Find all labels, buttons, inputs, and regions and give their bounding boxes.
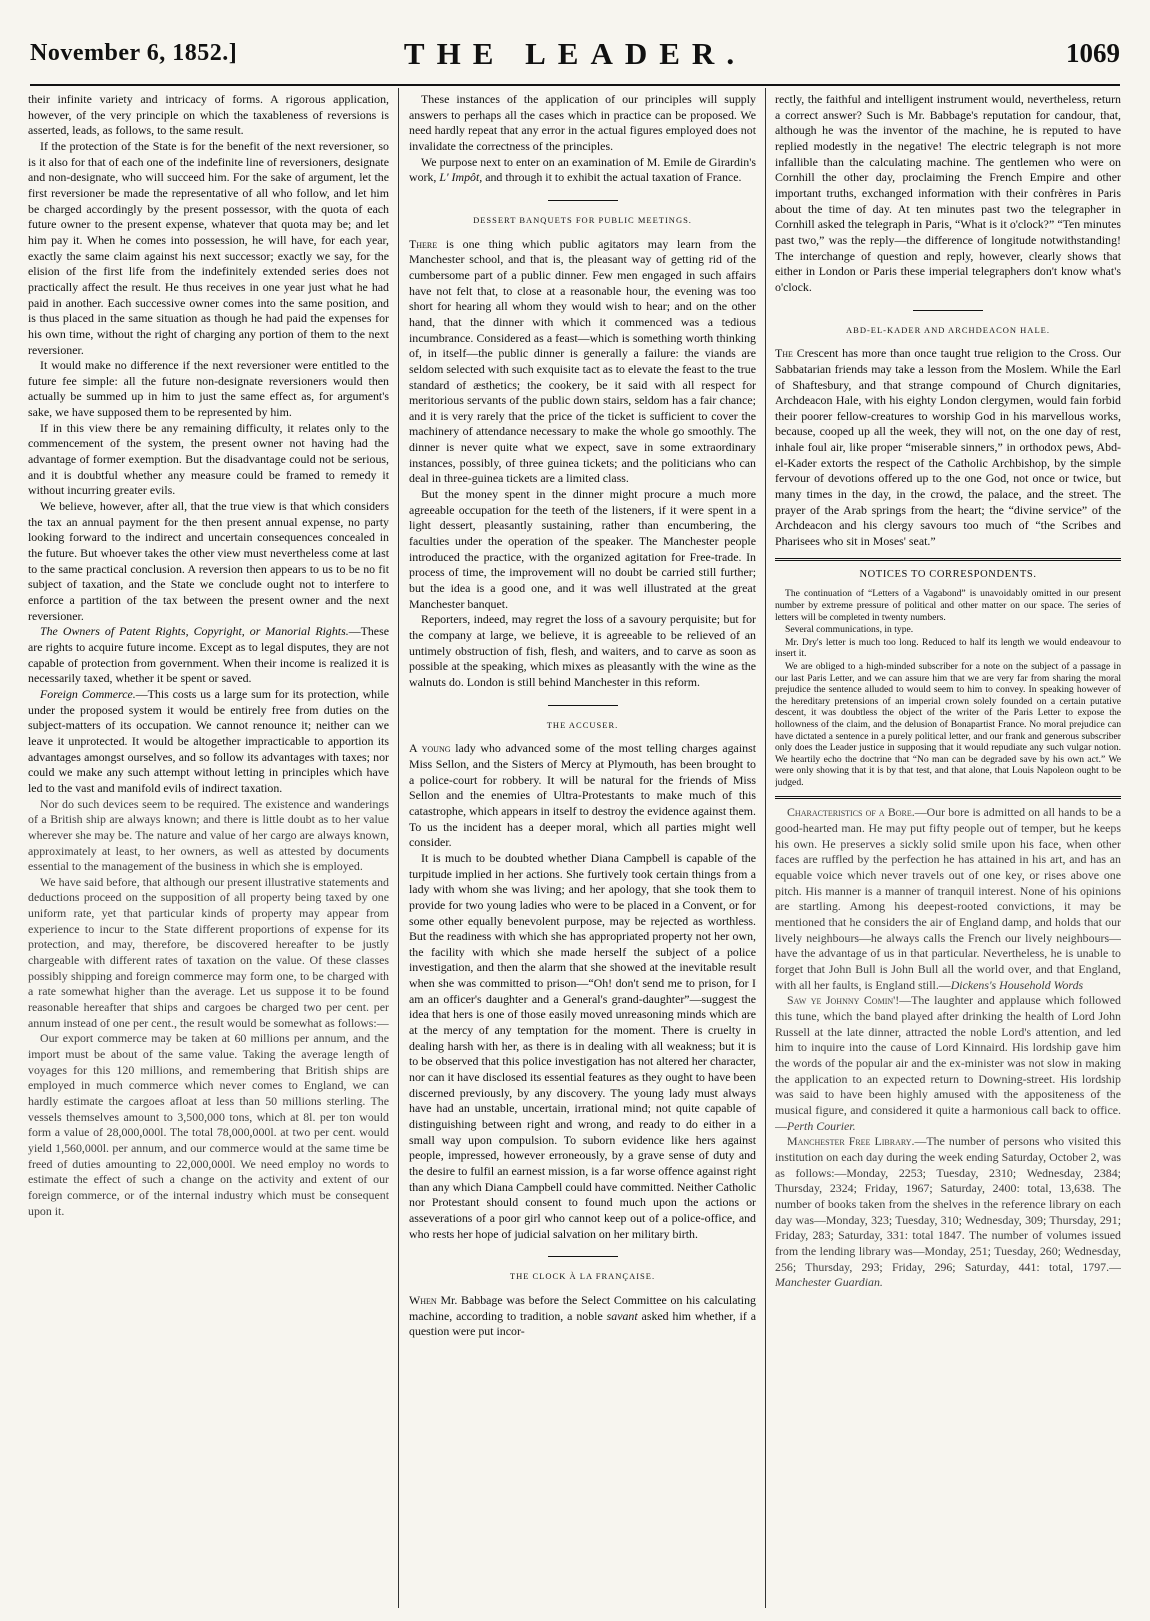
run-in-heading: Characteristics of a Bore.: [787, 805, 915, 820]
lead-word: When: [409, 1292, 437, 1307]
paragraph-text: —Our bore is admitted on all hands to be a good-hearted man. He may put fifty people out of temper, but he keeps his own. He preserves a sickly solid smile upon his face, when other faces are ruffled by the perfection he has attained in his art, and has an equable voice which never travels out of one key, or rises above one pitch. His manner is a manner of tranquil interest. None of his opinions are startling. Among his deepest-rooted convictions, it may be mentioned that he considers the air of England damp, and holds that our lively neighbours—he always calls the French our lively neighbours—have the advantage of us in that particular. Nevertheless, he is unable to forget that John Bull is John Bull all the world over, and that England, with all her faults, is England still.—: [775, 805, 1121, 992]
article-heading: THE ACCUSER.: [546, 719, 619, 730]
source-citation: Dickens's Household Words: [950, 977, 1084, 992]
paragraph: [409, 741, 756, 851]
book-title: L' Impôt,: [439, 170, 483, 185]
paragraph: Our export commerce may be taken at 60 millions per annum, and the import must be about of the same value. Taking the average length of voyages for this 120 millions, and remembering that British ships are employed in much commerce which never comes to England, we can hardly estimate the cargoes afloat at less than 50 millions sterling. The vessels themselves amount to 3,500,000 tons, which at 8l. per ton would form a value of 28,000,000l. The total 78,000,000l. at two per cent. would yield 1,560,000l. per annum, and our commerce would at the same time be freed of duties amounting to 22,000,000l. We need employ no words to estimate the effect of such a change on the activity and extent of our foreign commerce, or of the internal industry which must be consequent upon it.: [28, 1031, 389, 1218]
paragraph: their infinite variety and intricacy of forms. A rigorous application, however, of the very principle on which the taxableness of reversions is asserted, leads, as follows, to the same result.: [28, 92, 389, 138]
column-divider-right: [765, 88, 766, 1608]
paragraph-text: Crescent has more than once taught true religion to the Cross. Our Sabbatarian friends may take a lesson from the Moslem. While the Earl of Shaftesbury, and that strange compound of Church dignitaries, Archdeacon Hale, with his eighty London clergymen, would fain forbid their poorer fellow-creatures to worship God in his marvellous works, because, cooped up all the week, they will not, on the one day of rest, inhale foul air, like proper “miserable sinners,” in orthodox pews, Abd-el-Kader extorts the respect of the Catholic Archbishop, by the simple fervour of devotions offered up to the one God, not once or twice, but many times in the day, in the crowd, the palace, and the street. The prayer of the Arab springs from the heart; the “divine service” of the Archdeacon and his clergy savours too much of “the Scribes and Pharisees who sit in Moses' seat.”: [775, 346, 1121, 549]
notice-item: The continuation of “Letters of a Vagabond” is unavoidably omitted in our present number by extreme pressure of political and other matter on our space. The series of letters will be completed in twenty numbers.: [775, 588, 1121, 623]
paragraph-girardin: [409, 155, 756, 186]
italic-word: savant: [606, 1308, 638, 1323]
paragraph: These instances of the application of our principles will supply answers to perhaps all the cases which in practice can be proposed. We need hardly repeat that any error in the actual figures employed does not invalidate the correctness of the principles.: [409, 92, 756, 153]
page-number: 1069: [1066, 38, 1120, 68]
masthead-rule: [30, 84, 1120, 86]
section-separator: [548, 200, 618, 201]
paragraph: [409, 237, 756, 488]
article-heading: DESSERT BANQUETS FOR PUBLIC MEETINGS.: [473, 214, 692, 225]
issue-date: November 6, 1852.]: [30, 40, 238, 66]
source-citation: Perth Courier.: [786, 1118, 856, 1133]
lead-word: The: [775, 346, 793, 361]
notice-item: Mr. Dry's letter is much too long. Reduced to half its length we would endeavour to insert it.: [775, 636, 1121, 660]
paragraph-text: is one thing which public agitators may learn from the Manchester school, and that is, the pleasant way of getting rid of the cumbersome part of a public dinner. Few men engaged in such affairs have not felt that, to close at a reasonable hour, the evening was too short for hearing all whom they would wish to hear; and on the other hand, that the dinner with which it commenced was a tedious incumbrance. Considered as a feast—which is something worth thinking of, in itself—the public dinner is generally a failure: the viands are seldom selected with such exquisite tact as to elevate the feast to the true standard of æsthetics; the cookery, be it said with all respect for meritorious servants of the public down stairs, seldom has a fair chance; and it is very rarely that the price of the ticket is sufficient to cover the machinery of attendance necessary to make the whole go smoothly. The dinner is never quite what we expect, save in some extraordinary instances, possibly, of three guinea tickets; and the politicians who can deal in three-guinea tickets are a limited class.: [409, 236, 756, 486]
column-middle: [409, 92, 756, 1612]
paragraph-text: We purpose next to enter on an examination of M. Emile de Girardin's work,: [409, 154, 756, 185]
paragraph-patent-rights: [28, 624, 389, 687]
section-rule: [775, 558, 1121, 561]
section-separator: [913, 310, 983, 311]
lead-word: A young: [409, 741, 451, 756]
notice-item: Several communications, in type.: [785, 624, 914, 636]
run-in-heading: The Owners of Patent Rights, Copyright, or Manorial Rights.: [40, 624, 349, 639]
paragraph-text: —These are rights to acquire future income. Except as to legal disputes, they are not capable of protection from government. When their income is realized it is necessarily taxed, whether it be spent or saved.: [28, 624, 389, 686]
paragraph: But the money spent in the dinner might procure a much more agreeable occupation for the teeth of the listeners, if it were spent in a light dessert, pleasantly sustaining, rather than encumbering, the faculties under the operation of the speaker. The Manchester people introduced the practice, with the organized agitation for Free-trade. In process of time, the improvement will no doubt be carried still further; but the idea is a good one, and it was well illustrated at the great Manchester banquet.: [409, 487, 756, 611]
notices-heading: NOTICES TO CORRESPONDENTS.: [859, 568, 1037, 580]
section-rule: [775, 796, 1121, 799]
paragraph: rectly, the faithful and intelligent instrument would, nevertheless, return a correct answer? Such is Mr. Babbage's reputation for candour, that, although he was the inventor of the machine, he is reputed to have replied modestly in the negative! The electric telegraph is not more infallible than the calculating machine. The gentlemen who were on Cornhill the other day, proclaiming the French Empire and other important truths, exchanged information with their confrères in Paris about the time of day. At ten minutes past two the telegrapher in Cornhill asked the telegraph in Paris, “What is it o'clock?” “Ten minutes past two,” was the reply—the difference of longitude notwithstanding! The interchange of question and reply, however, clearly shows that either in London or Paris these imperial telegraphers don't know what's o'clock.: [775, 92, 1121, 294]
masthead: [30, 32, 1120, 82]
paragraph-library: [775, 1134, 1121, 1291]
article-heading: THE CLOCK À LA FRANÇAISE.: [509, 1271, 656, 1282]
lead-word: There: [409, 236, 438, 251]
run-in-heading: Foreign Commerce.: [40, 686, 136, 701]
section-separator: [548, 705, 618, 706]
column-left: [28, 92, 389, 1612]
paragraph: Reporters, indeed, may regret the loss of a savoury perquisite; but for the company at large, we believe, it is agreeable to be relieved of an untimely obstruction of fish, flesh, and waiters, and to carve as soon as possible at the speaking, which mixes as pleasantly with the wine as the walnuts do. London is still behind Manchester in this reform.: [409, 612, 756, 689]
paragraph-text: —The number of persons who visited this institution on each day during the week ending Saturday, October 2, was as follows:—Monday, 2253; Tuesday, 2310; Wednesday, 2384; Thursday, 2324; Friday, 1967; Saturday, 2400: total, 13,638. The number of books taken from the shelves in the reference library on each day was—Monday, 323; Tuesday, 310; Wednesday, 309; Thursday, 291; Friday, 283; Saturday, 331: total 1847. The number of volumes issued from the lending library was—Monday, 251; Tuesday, 260; Wednesday, 256; Thursday, 293; Friday, 296; Saturday, 441: total, 1797.—: [775, 1134, 1121, 1274]
run-in-heading: Saw ye Johnny Comin'!: [787, 993, 900, 1008]
notices-to-correspondents: [775, 588, 1121, 788]
paragraph-text: asked him whether, if a question were put incor-: [409, 1308, 756, 1339]
paragraph: [409, 1293, 756, 1340]
column-right: [775, 92, 1121, 1612]
paragraph: We have said before, that although our present illustrative statements and deductions proceed on the supposition of all property being taxed by one uniform rate, yet that particular kinds of property may appear from experience to incur to the State different proportions of expense for its protection, and may, therefore, be discovered hereafter to be justly chargeable with different rates of taxation on the value. Of these classes possibly shipping and foreign commerce may form one, to be charged with a rate somewhat higher than the average. Let us suppose it to be found reasonable hereafter that ships and cargoes be charged two per cent. per annum instead of one per cent., the result would be somewhat as follows:—: [28, 874, 389, 1030]
paragraph-text: lady who advanced some of the most telling charges against Miss Sellon, and the Sisters of Mercy at Plymouth, has been brought to a police-court for robbery. It will be natural for the friends of Miss Sellon and the enemies of Ultra-Protestants to make much of this catastrophe, which appears in itself to destroy the evidence against them. To us the incident has a deeper moral, which all parties might well consider.: [409, 741, 756, 850]
paragraph: It would make no difference if the next reversioner were entitled to the future fee simple: all the future non-designate reversioners would then actually be summed up in him to just the same effect as, for argument's sake, we have supposed them to be represented by him.: [28, 358, 389, 420]
paragraph-text: and through it to exhibit the actual taxation of France.: [482, 170, 742, 185]
notice-item: We are obliged to a high-minded subscriber for a note on the subject of a passage in our last Paris Letter, and we can assure him that we are very far from sharing the moral prejudice the sentence alluded to would seem to him to convey. In speaking however of the hereditary pretensions of an imperial crown solely founded on a certain putative descent, it was doubtless the object of the writer of the Paris Letter to expose the hollowness of the claim, and the delusion of Bonapartist France. No moral prejudice can have dictated a sentence in a purely political letter, and our frank and generous subscriber only does the Leader justice in supposing that it would repudiate any such vulgar notion. We heartily echo the doctrine that “No man can be degraded save by his own act.” We were only showing that it is by that test, and that alone, that Louis Napoleon ought to be judged.: [775, 660, 1121, 788]
source-citation: Manchester Guardian.: [775, 1275, 883, 1290]
paragraph: If in this view there be any remaining difficulty, it relates only to the commencement of the system, the present owner not having had the advantage of former exemption. But the disadvantage could not be serious, and it is doubtful whether any measure could be framed to remedy it without incurring greater evils.: [28, 420, 389, 498]
paragraph-foreign-commerce: [28, 687, 389, 797]
paragraph: It is much to be doubted whether Diana Campbell is capable of the turpitude implied in her actions. She furtively took certain things from a lady with whom she was living; and her apology, that she took them to provide for two young ladies who were to be placed in a Convent, or for some other equally benevolent purpose, may be rejected as worthless. But the readiness with which she has appropriated property not her own, the facility with which she made herself the subject of a police investigation, and then the alarm that she showed at the inevitable result when she was committed to prison—“Oh! don't send me to prison, for I am an officer's daughter and a General's grand-daughter”—suggest the idea that hers is one of those easily moved unreasoning minds which are at the mercy of any temptation for the moment. There is cruelty in dealing harsh with her, as there is in dealing with all weakness; but it is to be observed that this police investigation has not altered her character, nor can it have disclosed its essential features as they ought to have been discerned previously, by any discovery. The young lady must always have had an unstable, uncertain, irrational mind; not quite capable of distinguishing between right and wrong, and ready to do either in a small way upon compulsion. To suborn evidence like hers against people, impressed, however erroneously, by a grave sense of duty and the desire to fulfil an earnest mission, is a far worse offence against right than any which Diana Campbell could have committed. Neither Catholic nor Protestant should consent to found much upon the actions or asseverations of a poor girl who cannot keep out of a police-office, and who rests her hope of judicial salvation on her military birth.: [409, 850, 756, 1241]
paragraph: We believe, however, after all, that the true view is that which considers the tax an annual payment for the then present annual expense, no party looking forward to the indirect and uncertain consequences concealed in the future. But whoever takes the other view must nevertheless come at last to the same practical conclusion. A reversion then appears to us to be no fit subject of taxation, and the State we conclude ought not to interfere to enforce a partition of the tax between the present owner and the next reversioner.: [28, 499, 389, 623]
paragraph-bore: [775, 805, 1121, 993]
paragraph-text: Mr. Babbage was before the Select Committee on his calculating machine, according to tradition, a noble: [409, 1292, 756, 1323]
run-in-heading: Manchester Free Library.: [787, 1134, 915, 1149]
paragraph-text: —This costs us a large sum for its protection, while under the proposed system it would be entirely free from duties on the subject-matters of its occupation. We cannot renounce it; neither can we leave it unprotected. It would be altogether impracticable to apportion its advantages amongst ourselves, and so follow its advantages with taxes; nor could we make any such attempt without letting in principles which have led to the vast and manifold evils of indirect taxation.: [28, 686, 389, 795]
column-divider-left: [398, 88, 399, 1608]
newspaper-title: THE LEADER.: [403, 36, 747, 71]
paragraph-text: —The laughter and applause which followed this tune, which the band played after drinking the health of Lord John Russell at the late dinner, attracted the noble Lord's attention, and led him to inquire into the cause of Lord Kinnaird. His lordship gave him the words of the popular air and the ex-minister was not slow in making the application to an expected return to Downing-street. His lordship was said to have been highly amused with the appositeness of the musical figure, and considered it quite a harmonious call back to office.—: [775, 993, 1121, 1133]
section-separator: [548, 1256, 618, 1257]
article-heading: ABD-EL-KADER AND ARCHDEACON HALE.: [846, 324, 1050, 335]
paragraph: [775, 346, 1121, 550]
paragraph-johnny: [775, 993, 1121, 1134]
paragraph: Nor do such devices seem to be required. The existence and wanderings of a British ship are always known; and there is little doubt as to her value wherever she may be. The nature and value of her cargo are always known, approximately at least, to her owners, as well as attested by documents essential to the management of the business in which she is employed.: [28, 796, 389, 874]
paragraph: If the protection of the State is for the benefit of the next reversioner, so is it also for that of each one of the indefinite line of reversioners, designate and non-designate, who will succeed him. For the sake of argument, let the first reversioner be made the representative of all who follow, and let him be charged accordingly by the present possessor, with the quota of each future owner to the present expense, whatever that quota may be; and let him pay it. When he comes into possession, he will have, for each year, exactly the same claim against his next successor; exactly we say, for the elision of the first life from the indefinitely extended series does not practically affect the result. He thus receives in one year just what he had paid in another. Each successive owner comes into the same position, and is thus placed in the same situation as though he had paid the expenses for his own time, without the right of charging any portion of them to the next reversioner.: [28, 138, 389, 357]
